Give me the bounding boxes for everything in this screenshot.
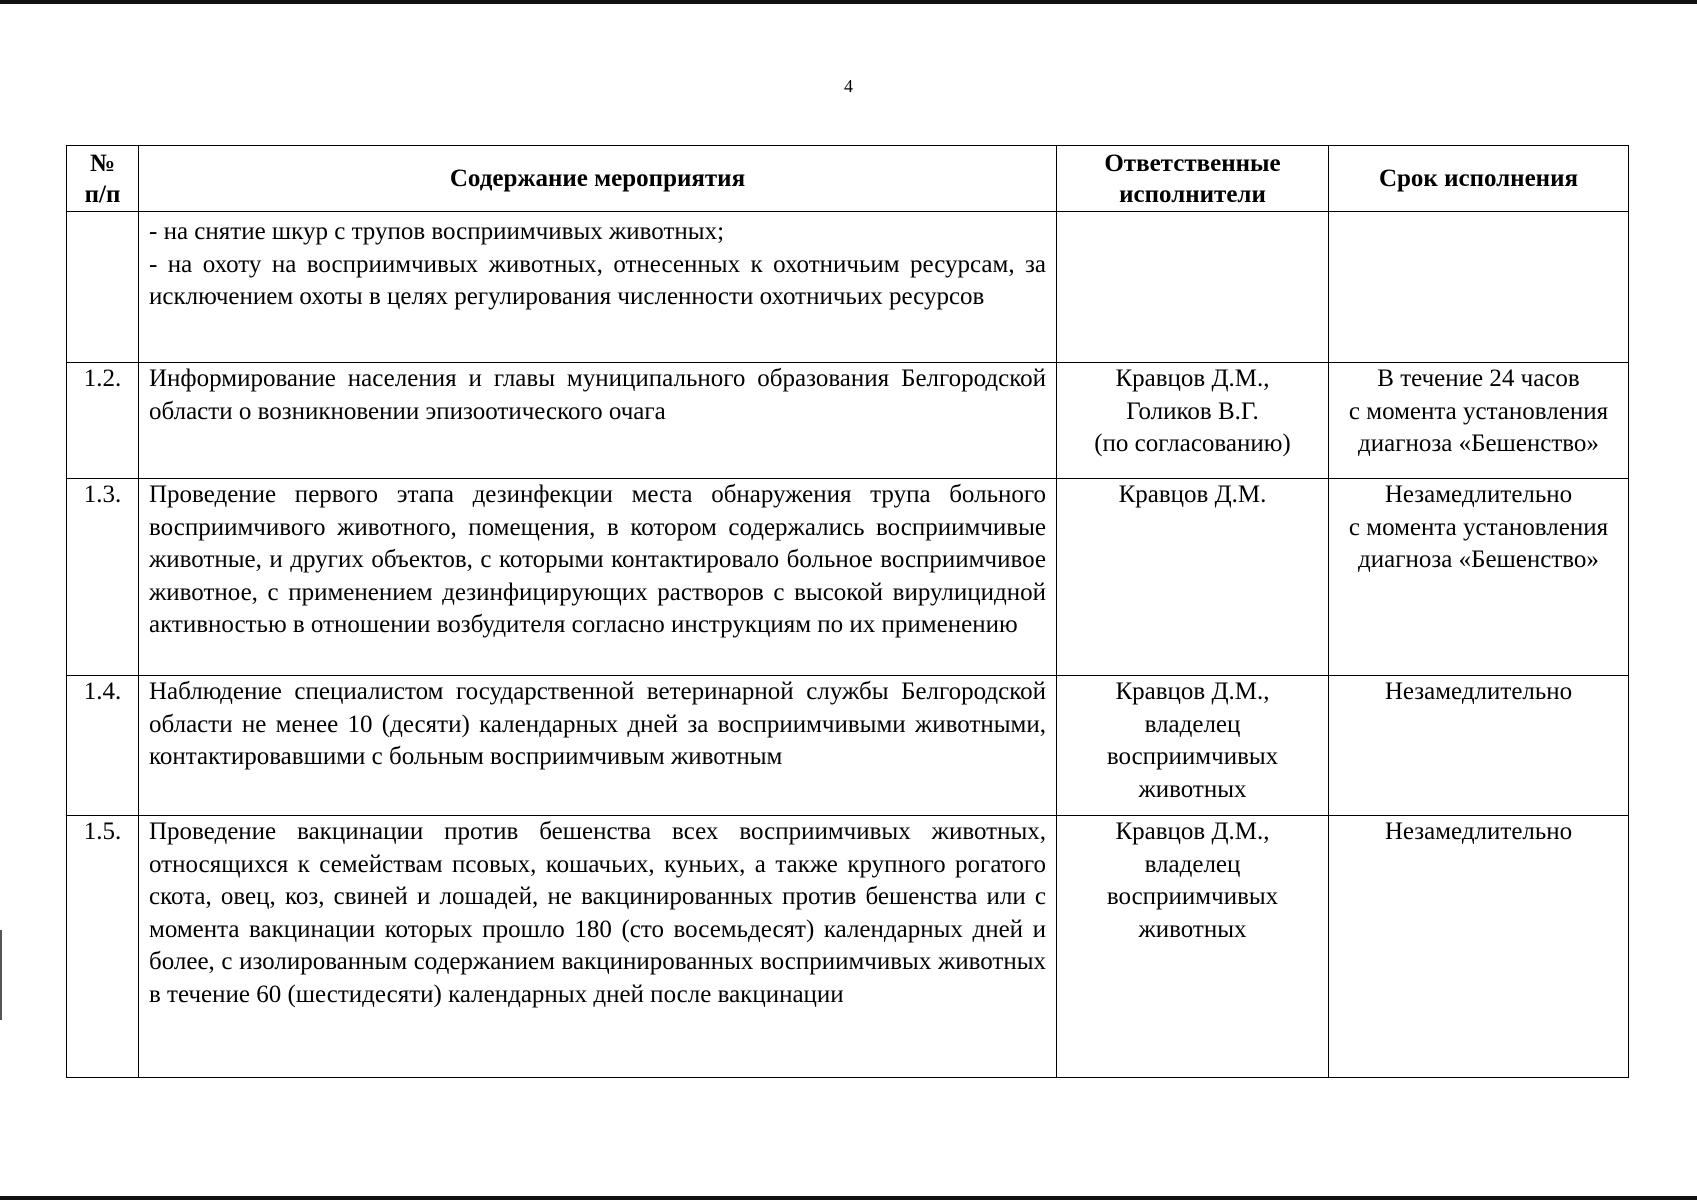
table-row xyxy=(67,676,1629,816)
scan-border-top xyxy=(0,0,1697,4)
row-responsible xyxy=(1057,212,1329,363)
table-row xyxy=(67,363,1629,479)
table-row xyxy=(67,479,1629,676)
table-header-row xyxy=(67,146,1629,212)
row-content xyxy=(139,363,1057,479)
header-term: Срок исполнения xyxy=(1329,146,1629,212)
row-num: 1.4. xyxy=(67,676,139,816)
content-line: - на снятие шкур с трупов восприимчивых животных; xyxy=(149,218,725,245)
row-content xyxy=(139,479,1057,676)
table-row xyxy=(67,212,1629,363)
scan-border-bottom xyxy=(0,1196,1697,1200)
content-line: Информирование населения и главы муниципального образования Белгородской области о возникновении эпизоотического очага xyxy=(149,365,1046,425)
row-term: Незамедлительно xyxy=(1329,816,1629,1078)
content-line: Проведение вакцинации против бешенства всех восприимчивых животных, относящихся к семействам псовых, кошачьих, куньих, а также крупного рогатого скота, овец, коз, свиней и лошадей, не вакцинированных против бешенства или с момента вакцинации которых прошло 180 (сто восемьдесят) календарных дней и более, с изолированным содержанием вакцинированных восприимчивых животных в течение 60 (шестидесяти) календарных дней после вакцинации xyxy=(149,818,1046,1008)
scan-mark-left xyxy=(0,930,2,1020)
row-num: 1.5. xyxy=(67,816,139,1078)
row-term: Незамедлительно xyxy=(1329,676,1629,816)
row-content xyxy=(139,676,1057,816)
row-num xyxy=(67,212,139,363)
content-line: - на охоту на восприимчивых животных, отнесенных к охотничьим ресурсам, за исключением охоты в целях регулирования численности охотничьих ресурсов xyxy=(149,250,1046,310)
row-term: Незамедлительно с момента установления диагноза «Бешенство» xyxy=(1329,479,1629,676)
content-line: Проведение первого этапа дезинфекции места обнаружения трупа больного восприимчивого животного, помещения, в котором содержались восприимчивые животные, и других объектов, с которыми контактировало больное восприимчивое животное, с применением дезинфицирующих растворов с высокой вирулицидной активностью в отношении возбудителя согласно инструкциям по их применению xyxy=(149,481,1046,638)
row-responsible: Кравцов Д.М., Голиков В.Г. (по согласованию) xyxy=(1057,363,1329,479)
row-term: В течение 24 часов с момента установления диагноза «Бешенство» xyxy=(1329,363,1629,479)
row-term xyxy=(1329,212,1629,363)
row-num: 1.3. xyxy=(67,479,139,676)
row-content xyxy=(139,212,1057,363)
row-responsible: Кравцов Д.М. xyxy=(1057,479,1329,676)
table-row xyxy=(67,816,1629,1078)
header-responsible: Ответственные исполнители xyxy=(1057,146,1329,212)
header-num: № п/п xyxy=(67,146,139,212)
row-responsible: Кравцов Д.М., владелец восприимчивых животных xyxy=(1057,676,1329,816)
page-number: 4 xyxy=(844,76,853,96)
measures-table xyxy=(66,145,1629,1078)
row-content xyxy=(139,816,1057,1078)
content-line: Наблюдение специалистом государственной ветеринарной службы Белгородской области не менее 10 (десяти) календарных дней за восприимчивыми животными, контактировавшими с больным восприимчивым животным xyxy=(149,678,1046,770)
row-responsible: Кравцов Д.М., владелец восприимчивых животных xyxy=(1057,816,1329,1078)
header-content: Содержание мероприятия xyxy=(139,146,1057,212)
row-num: 1.2. xyxy=(67,363,139,479)
